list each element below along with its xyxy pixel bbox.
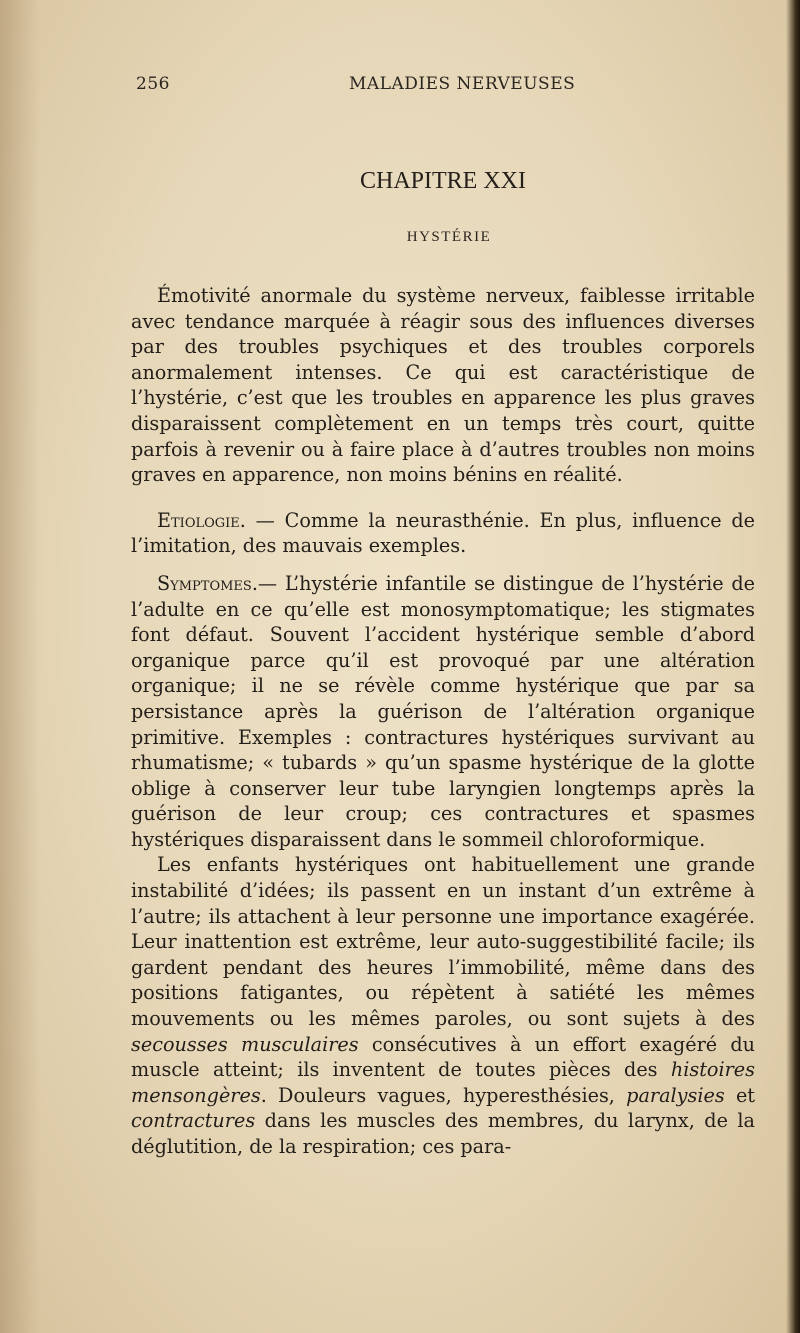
symptomes-text: — L’hystérie infantile se distingue de l’hystérie de l’adulte en ce qu’elle est monosymptomatique; les stigmates font défaut. Souvent l’accident hystérique semble d’abord organique parce qu’il est provoqué par une altération organique; il ne se révèle comme hystérique que par sa persistance après la guérison de l’altération organique primitive. Exemples : contractures hystériques survivant au rhumatisme; « tubards » qu’un spasme hystérique de la glotte oblige à conserver leur tube laryngien longtemps après la guérison de leur croup; ces contractures et spasmes hystériques disparaissent dans le sommeil chloroformique. (131, 571, 755, 851)
page-number: 256 (136, 74, 170, 94)
enfants-text-1: Les enfants hystériques ont habituellement une grande instabilité d’idées; ils passent en un instant d’un extrême à l’autre; ils attachent à leur personne une importance exagérée. Leur inattention est extrême, leur auto-suggestibilité facile; ils gardent pendant des heures l’immobilité, même dans des positions fatigantes, ou répètent à satiété les mêmes mouvements ou les mêmes paroles, ou sont sujets à des (131, 853, 755, 1031)
paragraph-etiologie (131, 508, 755, 559)
etiologie-text: — Comme la neurasthénie. En plus, influence de l’imitation, des mauvais exemples. (131, 508, 755, 558)
body-text (131, 283, 755, 1160)
running-title: MALADIES NERVEUSES (349, 74, 576, 94)
emphasis-secousses: secousses musculaires (131, 1032, 359, 1056)
emphasis-histoires: histoires mensongères (131, 1058, 755, 1107)
enfants-text-3: . Douleurs vagues, hyperesthésies, (260, 1083, 627, 1107)
paragraph-intro: Émotivité anormale du système nerveux, faiblesse irritable avec tendance marquée à réagir sous des influences diverses par des troubles psychiques et des troubles corporels anormalement intenses. Ce qui est caractéristique de l’hystérie, c’est que les troubles en apparence les plus graves disparaissent complètement en un temps très court, quitte parfois à revenir ou à faire place à d’autres troubles non moins graves en apparence, non moins bénins en réalité. (131, 284, 755, 487)
enfants-text-2: consécutives à un effort exagéré du muscle atteint; ils inventent de toutes pièces des (131, 1032, 755, 1082)
enfants-text-5: dans les muscles des membres, du larynx, de la déglutition, de la respiration; ces para- (131, 1109, 755, 1158)
page-shadow (0, 0, 40, 1333)
enfants-text-4: et (724, 1083, 756, 1107)
section-label-symptomes: Symptomes. (157, 571, 258, 595)
chapter-title: CHAPITRE XXI (360, 168, 526, 194)
chapter-subtitle: HYSTÉRIE (406, 229, 492, 245)
paragraph-enfants (131, 852, 755, 1159)
section-label-etiologie: Etiologie. (157, 508, 246, 532)
paragraph-symptomes (131, 571, 755, 853)
page-edge (786, 0, 800, 1333)
emphasis-contractures: contractures (131, 1109, 256, 1133)
emphasis-paralysies: paralysies (626, 1083, 725, 1107)
